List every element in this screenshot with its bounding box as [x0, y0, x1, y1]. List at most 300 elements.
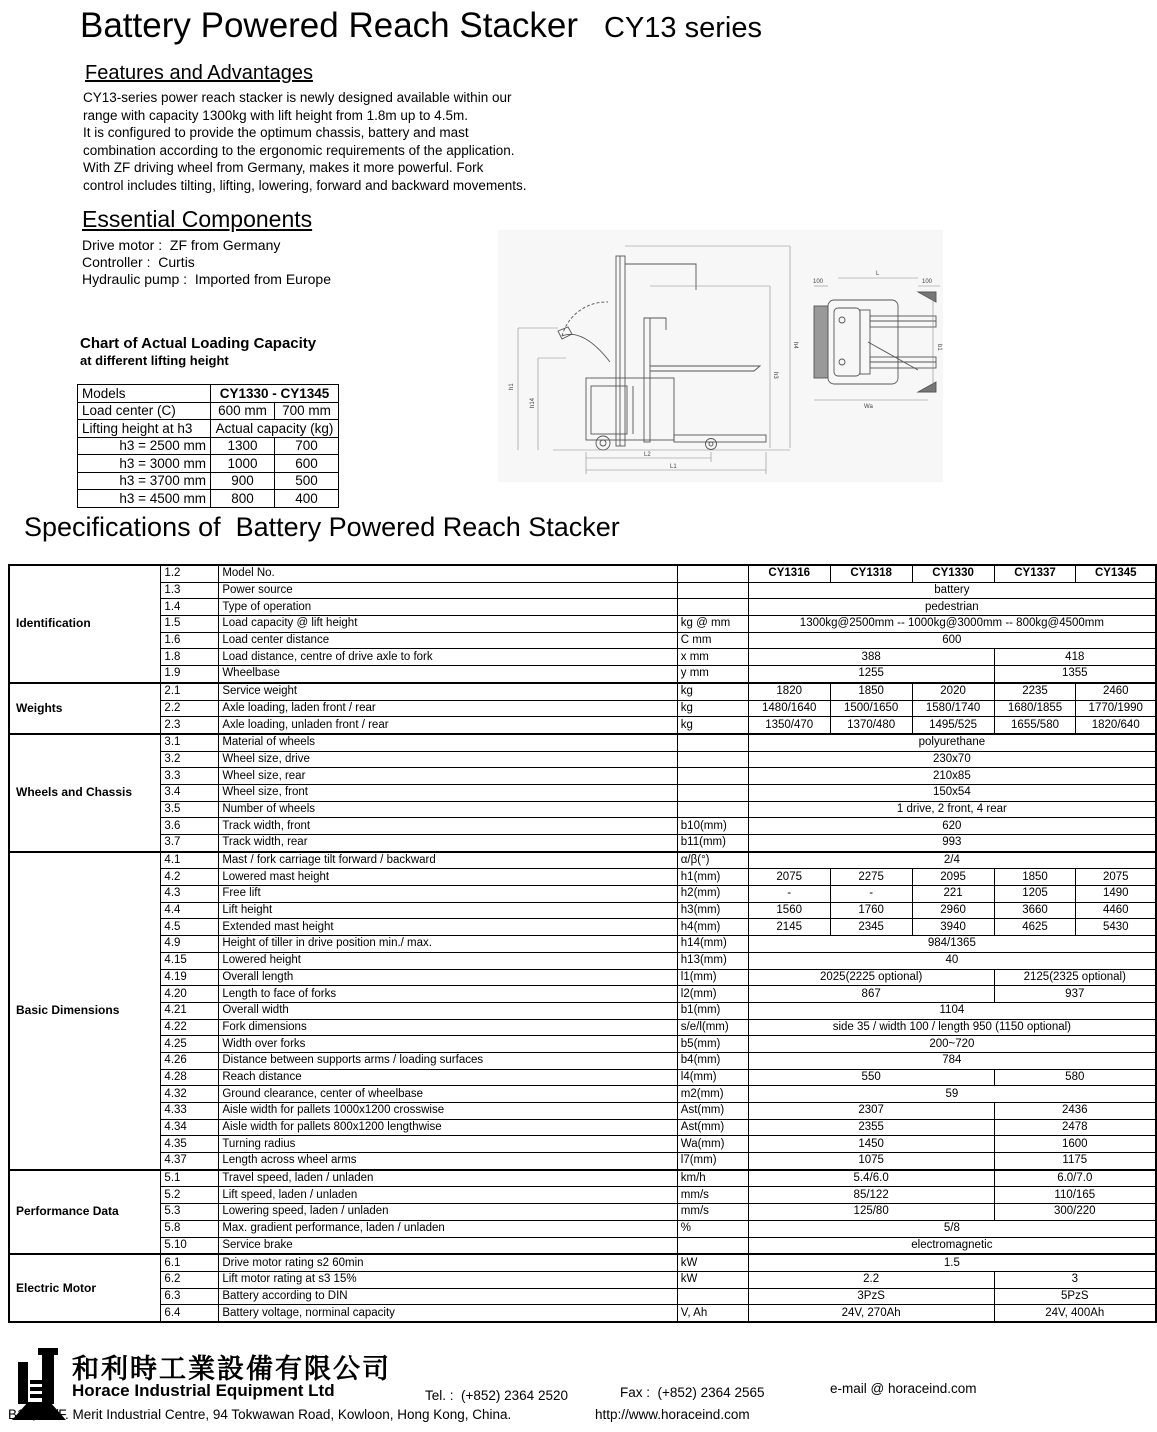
spec-row-description: Service brake	[219, 1237, 677, 1254]
spec-value: battery	[748, 582, 1156, 599]
dim-label-100a: 100	[813, 279, 824, 285]
models-label: Models	[78, 385, 211, 403]
spec-row	[9, 1288, 1156, 1305]
spec-row-description: Travel speed, laden / unladen	[219, 1170, 677, 1187]
dim-label-b1: b1	[936, 344, 942, 351]
spec-row-number: 1.6	[161, 632, 219, 649]
company-name-cjk: 和利時工業設備有限公司	[72, 1354, 391, 1384]
spec-row	[9, 768, 1156, 785]
dim-label-h14: h14	[530, 397, 536, 408]
capacity-cell: 500	[275, 472, 339, 490]
spec-row-number: 3.4	[161, 784, 219, 801]
spec-value: 24V, 270Ah	[748, 1305, 994, 1322]
spec-row-unit	[677, 784, 748, 801]
spec-row-number: 3.6	[161, 818, 219, 835]
spec-value: 2275	[830, 869, 912, 886]
spec-row-description: Max. gradient performance, laden / unladen	[219, 1220, 677, 1237]
spec-row-description: Power source	[219, 582, 677, 599]
capacity-label: Actual capacity (kg)	[211, 420, 339, 438]
spec-row-number: 1.8	[161, 649, 219, 666]
spec-value: 984/1365	[748, 936, 1156, 953]
spec-row-unit	[677, 801, 748, 818]
spec-row-unit: kg	[677, 683, 748, 700]
spec-value: side 35 / width 100 / length 950 (1150 optional)	[748, 1019, 1156, 1036]
lift-height-cell: h3 = 3000 mm	[78, 455, 211, 473]
spec-row	[9, 1220, 1156, 1237]
spec-value: 600	[748, 632, 1156, 649]
spec-value: 418	[994, 649, 1156, 666]
spec-row-number: 1.3	[161, 582, 219, 599]
spec-row-number: 1.9	[161, 666, 219, 683]
dim-label-h4: h4	[792, 342, 798, 349]
spec-row-unit: y mm	[677, 666, 748, 683]
spec-row-description: Lowering speed, laden / unladen	[219, 1204, 677, 1221]
spec-value: 110/165	[994, 1187, 1156, 1204]
spec-value: 1450	[748, 1136, 994, 1153]
spec-row-number: 4.1	[161, 852, 219, 869]
spec-value: 2075	[748, 869, 830, 886]
spec-row-unit	[677, 734, 748, 751]
spec-value: 3PzS	[748, 1288, 994, 1305]
spec-row	[9, 632, 1156, 649]
spec-value: CY1318	[830, 565, 912, 582]
spec-row-unit: Ast(mm)	[677, 1103, 748, 1120]
spec-value: 2355	[748, 1119, 994, 1136]
features-line: It is configured to provide the optimum chassis, battery and mast	[83, 125, 469, 141]
spec-value: 125/80	[748, 1204, 994, 1221]
spec-row	[9, 801, 1156, 818]
spec-row-unit: mm/s	[677, 1187, 748, 1204]
spec-row	[9, 1036, 1156, 1053]
spec-row-description: Battery according to DIN	[219, 1288, 677, 1305]
spec-row-description: Lowered mast height	[219, 869, 677, 886]
section-label: Wheels and Chassis	[9, 734, 161, 852]
spec-row-description: Extended mast height	[219, 919, 677, 936]
spec-value: CY1345	[1076, 565, 1156, 582]
capacity-cell: 700	[275, 437, 339, 455]
components-heading: Essential Components	[82, 206, 313, 232]
features-line: range with capacity 1300kg with lift height from 1.8m up to 4.5m.	[83, 107, 468, 123]
spec-row-description: Track width, rear	[219, 835, 677, 852]
spec-row	[9, 599, 1156, 616]
spec-row-unit: h4(mm)	[677, 919, 748, 936]
spec-row-description: Type of operation	[219, 599, 677, 616]
spec-row-number: 6.3	[161, 1288, 219, 1305]
spec-row-number: 4.19	[161, 969, 219, 986]
spec-value: 1850	[994, 869, 1076, 886]
address: B10, 12/F. Merit Industrial Centre, 94 Tokwawan Road, Kowloon, Hong Kong, China.	[8, 1407, 512, 1422]
spec-value: -	[748, 886, 830, 903]
spec-row-unit: l2(mm)	[677, 986, 748, 1003]
spec-value: 150x54	[748, 784, 1156, 801]
spec-row-description: Overall length	[219, 969, 677, 986]
dim-label-L: L	[876, 271, 880, 277]
features-line: CY13-series power reach stacker is newly designed available within our	[83, 90, 512, 105]
spec-row	[9, 1254, 1156, 1271]
spec-row-unit: kg @ mm	[677, 616, 748, 633]
spec-value: 6.0/7.0	[994, 1170, 1156, 1187]
spec-row	[9, 1002, 1156, 1019]
spec-row	[9, 751, 1156, 768]
spec-value: -	[830, 886, 912, 903]
spec-value: 4460	[1076, 902, 1156, 919]
spec-row-description: Mast / fork carriage tilt forward / backward	[219, 852, 677, 869]
spec-row-number: 4.33	[161, 1103, 219, 1120]
product-title: Battery Powered Reach Stacker	[80, 6, 579, 45]
spec-row-description: Number of wheels	[219, 801, 677, 818]
spec-row-number: 4.25	[161, 1036, 219, 1053]
spec-row-description: Drive motor rating s2 60min	[219, 1254, 677, 1271]
spec-row-description: Length to face of forks	[219, 986, 677, 1003]
spec-value: 1500/1650	[830, 700, 912, 717]
capacity-cell: 400	[275, 490, 339, 508]
company-name-en: Horace Industrial Equipment Ltd	[72, 1381, 335, 1400]
spec-row-unit	[677, 599, 748, 616]
spec-row-description: Reach distance	[219, 1069, 677, 1086]
capacity-cell: 900	[211, 472, 275, 490]
spec-row-unit: C mm	[677, 632, 748, 649]
spec-row-unit: b4(mm)	[677, 1052, 748, 1069]
spec-row	[9, 784, 1156, 801]
spec-row-unit: V, Ah	[677, 1305, 748, 1322]
spec-row-unit: m2(mm)	[677, 1086, 748, 1103]
spec-row	[9, 886, 1156, 903]
spec-row-number: 4.5	[161, 919, 219, 936]
spec-row-number: 4.35	[161, 1136, 219, 1153]
spec-row-unit	[677, 582, 748, 599]
spec-row-number: 5.10	[161, 1237, 219, 1254]
spec-row-unit: b11(mm)	[677, 835, 748, 852]
spec-row-unit	[677, 565, 748, 582]
features-line: control includes tilting, lifting, lowering, forward and backward movements.	[83, 177, 527, 193]
spec-row-number: 3.3	[161, 768, 219, 785]
spec-value: 5PzS	[994, 1288, 1156, 1305]
spec-row	[9, 1187, 1156, 1204]
spec-value: 300/220	[994, 1204, 1156, 1221]
spec-value: 2460	[1076, 683, 1156, 700]
spec-value: 1600	[994, 1136, 1156, 1153]
spec-row-description: Width over forks	[219, 1036, 677, 1053]
series-label: CY13 series	[604, 12, 762, 44]
dim-label-100b: 100	[922, 279, 933, 285]
capacity-row	[78, 437, 339, 455]
spec-row-number: 6.4	[161, 1305, 219, 1322]
spec-value: 1680/1855	[994, 700, 1076, 717]
spec-row	[9, 1305, 1156, 1322]
spec-row-unit: b1(mm)	[677, 1002, 748, 1019]
spec-row-unit: kg	[677, 717, 748, 734]
spec-row-unit: s/e/l(mm)	[677, 1019, 748, 1036]
capacity-chart-subtitle: at different lifting height	[80, 353, 229, 368]
capacity-cell: 1000	[211, 455, 275, 473]
spec-value: 5430	[1076, 919, 1156, 936]
fax: Fax : (+852) 2364 2565	[620, 1385, 765, 1400]
spec-value: 85/122	[748, 1187, 994, 1204]
spec-row-unit: h1(mm)	[677, 869, 748, 886]
spec-row	[9, 1136, 1156, 1153]
spec-value: 59	[748, 1086, 1156, 1103]
spec-row-description: Lift motor rating at s3 15%	[219, 1271, 677, 1288]
spec-value: 2020	[912, 683, 994, 700]
spec-value: 2235	[994, 683, 1076, 700]
spec-value: 1580/1740	[912, 700, 994, 717]
spec-row	[9, 700, 1156, 717]
spec-row-number: 4.22	[161, 1019, 219, 1036]
spec-row-description: Lift speed, laden / unladen	[219, 1187, 677, 1204]
spec-row-number: 1.5	[161, 616, 219, 633]
spec-row-description: Turning radius	[219, 1136, 677, 1153]
component-line: Hydraulic pump : Imported from Europe	[82, 270, 331, 287]
spec-row-number: 6.2	[161, 1271, 219, 1288]
dim-label-h1: h1	[509, 383, 515, 390]
capacity-cell: 800	[211, 490, 275, 508]
spec-row-number: 3.1	[161, 734, 219, 751]
spec-row	[9, 1237, 1156, 1254]
spec-row-number: 4.32	[161, 1086, 219, 1103]
spec-row-description: Distance between supports arms / loading surfaces	[219, 1052, 677, 1069]
spec-row-number: 4.4	[161, 902, 219, 919]
spec-heading: Specifications of Battery Powered Reach Stacker	[24, 512, 620, 542]
spec-row-unit: Wa(mm)	[677, 1136, 748, 1153]
spec-row	[9, 616, 1156, 633]
spec-value: 5/8	[748, 1220, 1156, 1237]
spec-row-number: 4.26	[161, 1052, 219, 1069]
spec-row	[9, 734, 1156, 751]
spec-row-unit: b10(mm)	[677, 818, 748, 835]
spec-value: 1255	[748, 666, 994, 683]
spec-row-number: 4.2	[161, 869, 219, 886]
capacity-cell: 600	[275, 455, 339, 473]
lift-height-cell: h3 = 2500 mm	[78, 437, 211, 455]
spec-row-description: Height of tiller in drive position min./ max.	[219, 936, 677, 953]
spec-row-unit	[677, 1237, 748, 1254]
spec-row-unit: h14(mm)	[677, 936, 748, 953]
spec-row	[9, 582, 1156, 599]
capacity-table-body	[78, 437, 339, 507]
email: e-mail @ horaceind.com	[830, 1381, 977, 1396]
spec-value: 2095	[912, 869, 994, 886]
spec-value: CY1316	[748, 565, 830, 582]
spec-value: 1370/480	[830, 717, 912, 734]
spec-value: 24V, 400Ah	[994, 1305, 1156, 1322]
spec-value: 2478	[994, 1119, 1156, 1136]
spec-value: 1655/580	[994, 717, 1076, 734]
spec-value: 867	[748, 986, 994, 1003]
section-label: Electric Motor	[9, 1254, 161, 1322]
spec-row	[9, 649, 1156, 666]
capacity-header-row	[78, 420, 339, 438]
spec-row-unit: kW	[677, 1254, 748, 1271]
spec-row-number: 3.2	[161, 751, 219, 768]
spec-row	[9, 902, 1156, 919]
spec-value: 2307	[748, 1103, 994, 1120]
spec-value: 1820	[748, 683, 830, 700]
spec-row-number: 4.9	[161, 936, 219, 953]
spec-row-unit: l7(mm)	[677, 1153, 748, 1170]
spec-row-number: 4.21	[161, 1002, 219, 1019]
spec-row	[9, 869, 1156, 886]
spec-value: 1205	[994, 886, 1076, 903]
spec-row-unit: h13(mm)	[677, 952, 748, 969]
spec-value: 1760	[830, 902, 912, 919]
spec-row-number: 5.1	[161, 1170, 219, 1187]
spec-row-unit: kg	[677, 700, 748, 717]
spec-row-description: Axle loading, laden front / rear	[219, 700, 677, 717]
spec-row	[9, 666, 1156, 683]
spec-value: 1770/1990	[1076, 700, 1156, 717]
spec-value: pedestrian	[748, 599, 1156, 616]
lift-height-label: Lifting height at h3	[78, 420, 211, 438]
technical-drawing	[498, 230, 943, 482]
spec-value: 221	[912, 886, 994, 903]
spec-value: 1490	[1076, 886, 1156, 903]
spec-value: 2075	[1076, 869, 1156, 886]
spec-row-number: 3.7	[161, 835, 219, 852]
spec-row	[9, 1271, 1156, 1288]
capacity-header-row	[78, 385, 339, 403]
section-label: Performance Data	[9, 1170, 161, 1254]
spec-row-number: 2.2	[161, 700, 219, 717]
spec-value: 1075	[748, 1153, 994, 1170]
spec-value: 1495/525	[912, 717, 994, 734]
spec-row-number: 5.3	[161, 1204, 219, 1221]
spec-value: 2125(2325 optional)	[994, 969, 1156, 986]
spec-row	[9, 1052, 1156, 1069]
dim-label-wa: Wa	[864, 404, 873, 410]
spec-value: CY1337	[994, 565, 1076, 582]
spec-row-unit	[677, 768, 748, 785]
spec-row	[9, 683, 1156, 700]
spec-value: 993	[748, 835, 1156, 852]
spec-value: electromagnetic	[748, 1237, 1156, 1254]
capacity-chart-title: Chart of Actual Loading Capacity	[80, 335, 317, 352]
spec-row-unit: kW	[677, 1271, 748, 1288]
spec-value: 1104	[748, 1002, 1156, 1019]
dim-label-l1: L1	[670, 464, 677, 470]
spec-value: 1.5	[748, 1254, 1156, 1271]
spec-row	[9, 1086, 1156, 1103]
spec-row	[9, 1019, 1156, 1036]
spec-value: polyurethane	[748, 734, 1156, 751]
spec-row-number: 1.2	[161, 565, 219, 582]
spec-row-unit: α/β(°)	[677, 852, 748, 869]
lift-height-cell: h3 = 3700 mm	[78, 472, 211, 490]
spec-row-number: 4.20	[161, 986, 219, 1003]
spec-value: 5.4/6.0	[748, 1170, 994, 1187]
spec-row	[9, 818, 1156, 835]
spec-value: 2025(2225 optional)	[748, 969, 994, 986]
spec-row-description: Load capacity @ lift height	[219, 616, 677, 633]
spec-value: 3	[994, 1271, 1156, 1288]
spec-value: 1355	[994, 666, 1156, 683]
spec-row-number: 5.8	[161, 1220, 219, 1237]
spec-row	[9, 1103, 1156, 1120]
spec-row-description: Length across wheel arms	[219, 1153, 677, 1170]
spec-value: 937	[994, 986, 1156, 1003]
spec-row-description: Overall width	[219, 1002, 677, 1019]
dim-label-h3: h3	[772, 372, 778, 379]
spec-row	[9, 969, 1156, 986]
spec-row-description: Wheelbase	[219, 666, 677, 683]
spec-row-description: Ground clearance, center of wheelbase	[219, 1086, 677, 1103]
spec-row-unit: %	[677, 1220, 748, 1237]
spec-row	[9, 717, 1156, 734]
spec-value: 784	[748, 1052, 1156, 1069]
spec-row-number: 1.4	[161, 599, 219, 616]
spec-value: 620	[748, 818, 1156, 835]
spec-value: 40	[748, 952, 1156, 969]
spec-value: 2960	[912, 902, 994, 919]
lift-height-cell: h3 = 4500 mm	[78, 490, 211, 508]
spec-row-description: Wheel size, front	[219, 784, 677, 801]
spec-row-number: 5.2	[161, 1187, 219, 1204]
capacity-table	[77, 384, 339, 508]
spec-row-description: Load distance, centre of drive axle to fork	[219, 649, 677, 666]
spec-row-unit: l1(mm)	[677, 969, 748, 986]
spec-value: CY1330	[912, 565, 994, 582]
features-paragraph	[83, 89, 526, 195]
spec-row-number: 3.5	[161, 801, 219, 818]
page-title	[80, 6, 762, 46]
spec-row-unit: l4(mm)	[677, 1069, 748, 1086]
spec-value: 2145	[748, 919, 830, 936]
component-line: Controller : Curtis	[82, 253, 195, 270]
spec-value: 580	[994, 1069, 1156, 1086]
spec-row-description: Battery voltage, norminal capacity	[219, 1305, 677, 1322]
spec-value: 3660	[994, 902, 1076, 919]
spec-row-description: Aisle width for pallets 1000x1200 crosswise	[219, 1103, 677, 1120]
spec-value: 210x85	[748, 768, 1156, 785]
spec-value: 2/4	[748, 852, 1156, 869]
spec-row-number: 2.1	[161, 683, 219, 700]
spec-row-description: Aisle width for pallets 800x1200 lengthwise	[219, 1119, 677, 1136]
spec-table	[8, 564, 1157, 1323]
spec-row-number: 4.34	[161, 1119, 219, 1136]
spec-value: 550	[748, 1069, 994, 1086]
spec-row	[9, 1069, 1156, 1086]
spec-value: 1560	[748, 902, 830, 919]
spec-value: 1 drive, 2 front, 4 rear	[748, 801, 1156, 818]
capacity-row	[78, 472, 339, 490]
spec-row-number: 4.15	[161, 952, 219, 969]
spec-value: 1300kg@2500mm -- 1000kg@3000mm -- 800kg@4500mm	[748, 616, 1156, 633]
spec-row-description: Lift height	[219, 902, 677, 919]
spec-row-unit: mm/s	[677, 1204, 748, 1221]
component-line: Drive motor : ZF from Germany	[82, 237, 281, 253]
spec-value: 1175	[994, 1153, 1156, 1170]
spec-row-number: 4.3	[161, 886, 219, 903]
spec-row-description: Load center distance	[219, 632, 677, 649]
spec-row-description: Model No.	[219, 565, 677, 582]
spec-row-number: 4.28	[161, 1069, 219, 1086]
spec-value: 4625	[994, 919, 1076, 936]
capacity-row	[78, 490, 339, 508]
spec-table-body	[9, 565, 1156, 1322]
website-url: http://www.horaceind.com	[595, 1407, 750, 1422]
section-label: Basic Dimensions	[9, 852, 161, 1170]
spec-value: 2345	[830, 919, 912, 936]
spec-row-number: 6.1	[161, 1254, 219, 1271]
models-value: CY1330 - CY1345	[211, 385, 339, 403]
spec-row-unit: h2(mm)	[677, 886, 748, 903]
telephone: Tel. : (+852) 2364 2520	[425, 1388, 568, 1403]
spec-row-description: Lowered height	[219, 952, 677, 969]
capacity-cell: 1300	[211, 437, 275, 455]
spec-value: 2436	[994, 1103, 1156, 1120]
spec-row-description: Fork dimensions	[219, 1019, 677, 1036]
spec-row-unit: km/h	[677, 1170, 748, 1187]
spec-row	[9, 1153, 1156, 1170]
